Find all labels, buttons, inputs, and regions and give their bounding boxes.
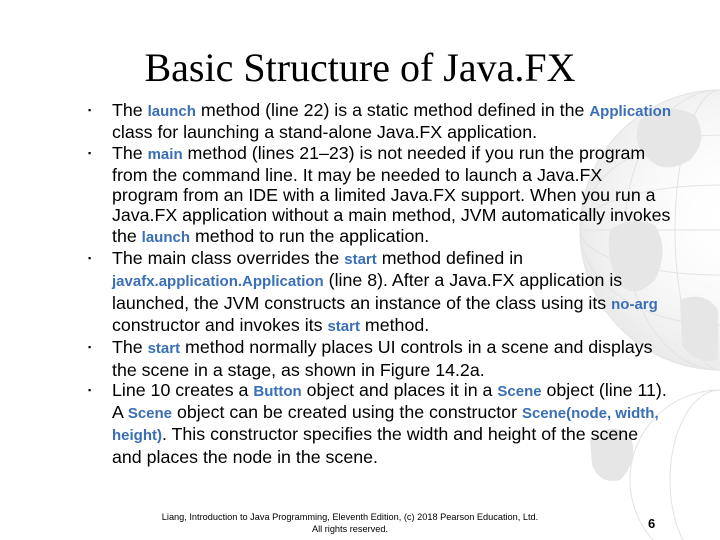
text-run: The main class overrides the [112,248,345,269]
bullet-item [88,142,672,248]
code-term: launch [147,103,196,120]
text-run: The [112,100,148,120]
bullet-text [112,380,667,467]
code-term: javafx.application.Application [112,273,324,291]
text-run: method (line 22) is a static method defined in the [195,100,590,120]
code-term: Application [589,103,671,120]
code-term: launch [141,228,191,246]
bullet-list [88,100,672,467]
code-term: Button [253,382,302,400]
bullet-marker: ▪ [88,253,92,264]
bullet-text [112,248,658,335]
bullet-marker: ▪ [88,147,92,158]
code-term: Scene(node, width, height) [112,405,659,445]
text-run: method normally places UI controls in a scene and displays the scene in a stage, as shown in Figure 14.2a. [112,337,653,380]
text-run: constructor and invokes its [112,314,328,335]
slide-title: Basic Structure of Java.FX [144,45,576,90]
code-term: no-arg [611,295,658,313]
text-run: object and places it in a [301,379,498,400]
code-term: start [147,340,181,358]
bullet-text [112,143,670,246]
bullet-marker: ▪ [88,384,92,395]
text-run: method to run the application. [190,225,430,246]
text-run: class for launching a stand-alone Java.FX application. [112,122,538,143]
footer-line-2: All rights reserved. [311,524,389,534]
bullet-item [88,379,672,467]
text-run: Line 10 creates a [112,379,254,400]
code-term: Scene [497,382,542,400]
text-run: The [112,142,148,163]
code-term: main [147,145,183,163]
bullet-item [88,248,672,337]
text-run: method (lines 21–23) is not needed if you run the program from the command line. It may be needed to launch a Java.FX program from an IDE with a limited Java.FX support. When you run a Java.FX application without a main method, JVM automatically invokes the [112,142,671,246]
text-run: The [112,337,148,358]
bullet-text [112,337,653,379]
text-run: method. [359,314,430,335]
text-run: . This constructor specifies the width and height of the scene and places the node in the scene. [112,424,639,467]
code-term: start [327,317,360,335]
bullet-marker: ▪ [88,342,92,353]
footer-copyright [130,511,570,535]
page-number: 6 [648,516,656,531]
text-run: object (line 11). A [112,379,667,423]
bullet-marker: ▪ [88,105,92,115]
footer-line-1: Liang, Introduction to Java Programming, Eleventh Edition, (c) 2018 Pearson Education, Ltd. [161,512,539,522]
code-term: start [344,251,377,269]
bullet-item [88,337,672,380]
text-run: object can be created using the constructor [172,402,522,423]
bullet-item [88,100,672,143]
text-run: (line 8). After a Java.FX application is launched, the JVM constructs an instance of the class using its [112,270,623,313]
code-term: Scene [127,405,173,423]
bullet-text [112,100,671,142]
text-run: method defined in [376,248,524,269]
